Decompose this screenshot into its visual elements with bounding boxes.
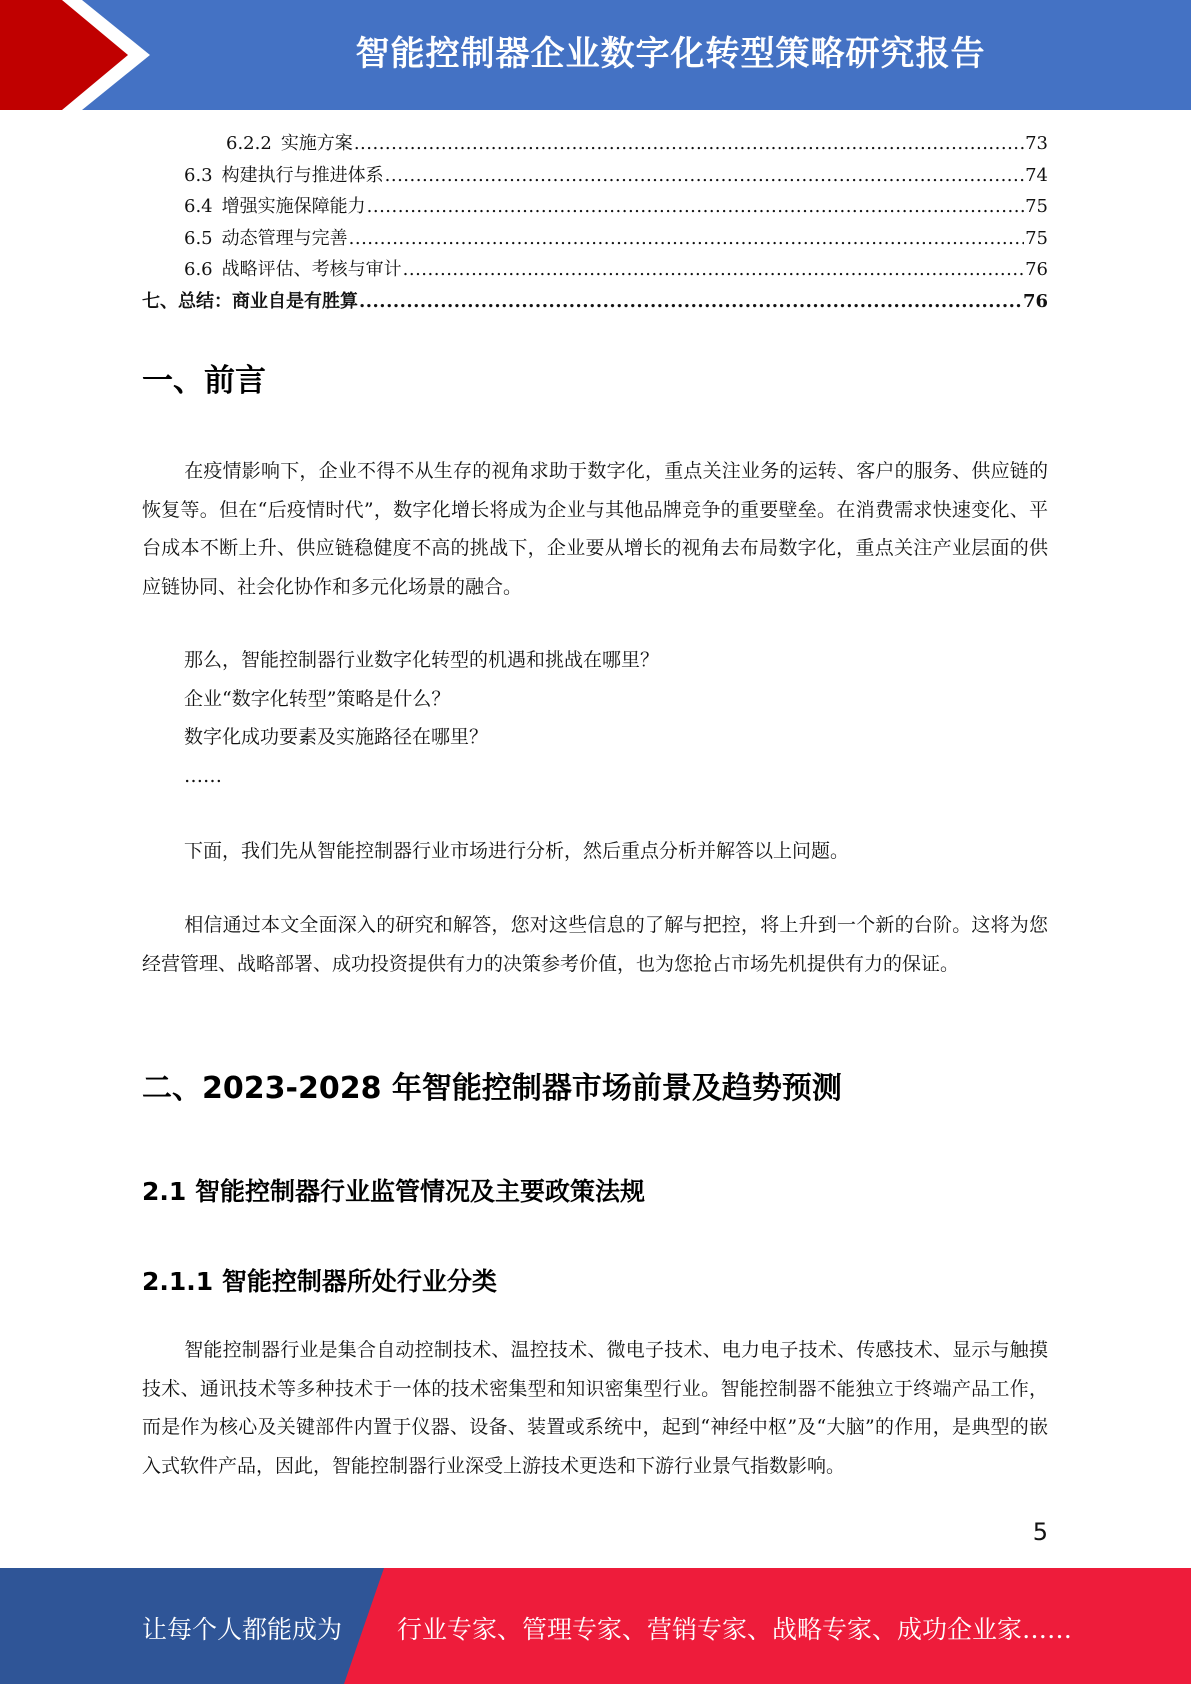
toc-entry-page: 76 (1022, 290, 1048, 312)
toc-entry-page: 74 (1025, 164, 1048, 186)
toc-entry-number: 6.3 (184, 164, 213, 186)
section-heading-preface: 一、前言 (142, 363, 266, 399)
toc-entry-title: 增强实施保障能力 (221, 196, 366, 217)
toc-entry-page: 75 (1025, 196, 1048, 217)
toc-dot-leader (359, 286, 1022, 318)
toc-entry-title: 实施方案 (280, 133, 353, 154)
toc-entry[interactable] (142, 191, 1048, 223)
toc-entry-page: 73 (1025, 133, 1048, 154)
toc-entry[interactable] (142, 223, 1048, 255)
question-item: 数字化成功要素及实施路径在哪里？ (184, 726, 489, 748)
preface-paragraph-3: 相信通过本文全面深入的研究和解答，您对这些信息的了解与把控，将上升到一个新的台阶。这将为您经营管理、战略部署、成功投资提供有力的决策参考价值，也为您抢占市场先机提供有力的保证。 (142, 914, 1048, 975)
toc-entry-title: 构建执行与推进体系 (221, 164, 384, 186)
report-title: 智能控制器企业数字化转型策略研究报告 (355, 34, 986, 74)
toc-entry-number: 6.2.2 (226, 133, 272, 154)
header-arrow-decoration (0, 0, 160, 110)
toc-dot-leader (385, 160, 1024, 192)
table-of-contents (142, 128, 1048, 317)
toc-entry[interactable] (142, 254, 1048, 286)
footer-slogan-left: 让每个人都能成为 (142, 1615, 343, 1644)
toc-entry-number: 6.5 (184, 227, 213, 249)
toc-entry-page: 76 (1025, 259, 1048, 280)
classification-paragraph: 智能控制器行业是集合自动控制技术、温控技术、微电子技术、电力电子技术、传感技术、显示与触摸技术、通讯技术等多种技术于一体的技术密集型和知识密集型行业。智能控制器不能独立于终端产品工作，而是作为核心及关键部件内置于仪器、设备、装置或系统中，起到“神经中枢”及“大脑”的作用，是典型的嵌入式软件产品，因此，智能控制器行业深受上游技术更迭和下游行业景气指数影响。 (142, 1339, 1048, 1477)
toc-entry-number: 6.4 (184, 196, 213, 217)
toc-entry[interactable] (142, 160, 1048, 192)
question-item: 那么，智能控制器行业数字化转型的机遇和挑战在哪里？ (184, 649, 660, 671)
question-item: 企业“数字化转型”策略是什么？ (184, 687, 451, 710)
footer-slogan-right: 行业专家、管理专家、营销专家、战略专家、成功企业家…… (397, 1615, 1073, 1644)
toc-dot-leader (349, 223, 1024, 255)
preface-paragraph-1: 在疫情影响下，企业不得不从生存的视角求助于数字化，重点关注业务的运转、客户的服务、供应链的恢复等。但在“后疫情时代”，数字化增长将成为企业与其他品牌竞争的重要壁垒。在消费需求快速变化、平台成本不断上升、供应链稳健度不高的挑战下，企业要从增长的视角去布局数字化，重点关注产业层面的供应链协同、社会化协作和多元化场景的融合。 (142, 460, 1048, 598)
question-list (184, 641, 659, 795)
toc-entry[interactable] (142, 286, 1048, 318)
section-heading-market-outlook: 二、2023-2028 年智能控制器市场前景及趋势预测 (142, 1071, 842, 1106)
toc-dot-leader (367, 191, 1024, 223)
page-header (0, 0, 1191, 110)
question-item: …… (184, 764, 222, 787)
toc-entry-page: 75 (1025, 227, 1048, 249)
toc-entry-title: 战略评估、考核与审计 (221, 259, 402, 280)
toc-entry-title: 动态管理与完善 (221, 227, 348, 249)
toc-dot-leader (403, 254, 1024, 286)
page-footer (0, 1568, 1191, 1684)
subsection-heading-classification: 2.1.1 智能控制器所处行业分类 (142, 1267, 497, 1296)
toc-entry[interactable] (142, 128, 1048, 160)
subsection-heading-regulation: 2.1 智能控制器行业监管情况及主要政策法规 (142, 1177, 645, 1206)
preface-paragraph-2: 下面，我们先从智能控制器行业市场进行分析，然后重点分析并解答以上问题。 (184, 840, 850, 862)
toc-entry-title: 七、总结：商业自是有胜算 (142, 290, 358, 312)
toc-dot-leader (354, 128, 1024, 160)
page-number: 5 (1032, 1518, 1048, 1546)
toc-entry-number: 6.6 (184, 259, 213, 280)
